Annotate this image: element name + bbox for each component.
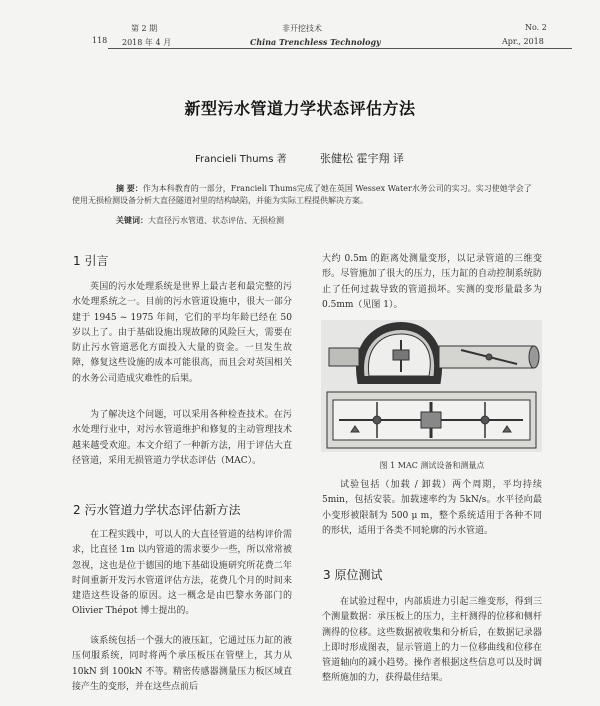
keywords xyxy=(72,215,532,227)
translators: 张健松 霍宇翔 译 xyxy=(320,152,404,165)
figure-1-mac-test-rig xyxy=(321,320,542,452)
keywords-label: 关键词： xyxy=(116,216,148,225)
author: Francieli Thums 著 xyxy=(195,154,287,165)
page-number: 118 xyxy=(92,36,108,45)
issue-en: No. 2 xyxy=(525,23,547,32)
abstract-label: 摘 要： xyxy=(116,184,143,193)
journal-cn: 非开挖技术 xyxy=(282,24,322,33)
section-2-heading: 2 污水管道力学状态评估新方法 xyxy=(73,503,241,517)
header-rule xyxy=(108,48,572,49)
date-cn: 2018 年 4 月 xyxy=(122,38,172,47)
measurement-rig-icon xyxy=(327,392,536,448)
running-header xyxy=(0,0,600,56)
journal-en: China Trenchless Technology xyxy=(250,37,381,47)
section-2-para-1: 在工程实践中，可以人的大直径管道的结构评价需求，比直径 1m 以内管道的需求要少一些，所以常常被忽视，这也是位于德国的地下基础设施研究所花费二年时间重新开发污水管道评估方法，花费几个月的时间来建造这些设备的原因。这一概念是由巴黎水务部门的 Olivier Thépot 博士提出的。 xyxy=(72,530,292,617)
keywords-text: 大直径污水管道、状态评估、无损检测 xyxy=(148,216,284,225)
abstract-text: 作为本科教育的一部分，Francieli Thums完成了她在英国 Wessex Water水务公司的实习。实习使她学会了使用无损检测设备分析大直径隧道衬里的结构缺陷，并能为实际工程提供解决方案。 xyxy=(72,184,532,205)
section-2-para-3: 大约 0.5m 的距离处测量变形，以记录管道的三维变形。尽管施加了很大的压力，压力缸的自动控制系统防止了任何过载导致的管道损坏。实测的变形量最多为 0.5mm（见图 1）。 xyxy=(322,254,542,310)
section-3-para-1: 在试验过程中，内部质进力引起三维变形，得到三个测量数据：承压板上的压力，主杆测得的位移和侧杆测得的位移。这些数据被收集和分析后，在数据记录器上即时形成图表，显示管道上的力－位移曲线和位移在管道轴向的减小趋势。操作者根据这些信息可以及时调整所施加的力，获得最佳结果。 xyxy=(322,597,542,684)
figure-1-caption: 图 1 MAC 测试设备和测量点 xyxy=(379,461,485,470)
section-1-para-1: 英国的污水处理系统是世界上最古老和最完整的污水处理系统之一。目前的污水管道设施中，很大一部分建于 1945 ~ 1975 年间，它们的平均年龄已经在 50 岁以上了。由于基础设施出现故障的风险巨大，需要在防止污水管道恶化方面投入大量的资金。一旦发生故障，修复这些设施的成本可能很高，而且会对英国相关的水务公司造成灾难性的后果。 xyxy=(72,282,292,384)
abstract xyxy=(72,183,532,207)
section-3-heading: 3 原位测试 xyxy=(323,568,383,582)
issue-cn: 第 2 期 xyxy=(131,24,158,33)
section-2-para-4: 试验包括（加载 / 卸载）两个周期，平均持续 5min，包括安装。加载速率约为 5kN/s。水平径向最小变形被限制为 500 μ m，整个系统适用于各种不同的形状，适用于各类不同轮廓的污水管道。 xyxy=(322,480,542,536)
section-1-para-2: 为了解决这个问题，可以采用各种检查技术。在污水处理行业中，对污水管道维护和修复的主动管理技术越来越受欢迎。本文介绍了一种新方法，用于评估大直径管道，采用无损管道力学状态评估（MAC）。 xyxy=(72,410,292,466)
article-title: 新型污水管道力学状态评估方法 xyxy=(184,99,416,118)
section-1-heading: 1 引言 xyxy=(73,254,109,268)
section-2-para-2: 该系统包括一个强大的液压缸，它通过压力缸的液压伺服系统，同时将两个承压板压在管壁上，其力从 10kN 到 100kN 不等。精密传感器测量压力板区域直接产生的变形，并在这些点前后 xyxy=(72,636,292,692)
date-en: Apr., 2018 xyxy=(502,37,544,46)
sewer-cross-section-icon xyxy=(360,326,438,380)
